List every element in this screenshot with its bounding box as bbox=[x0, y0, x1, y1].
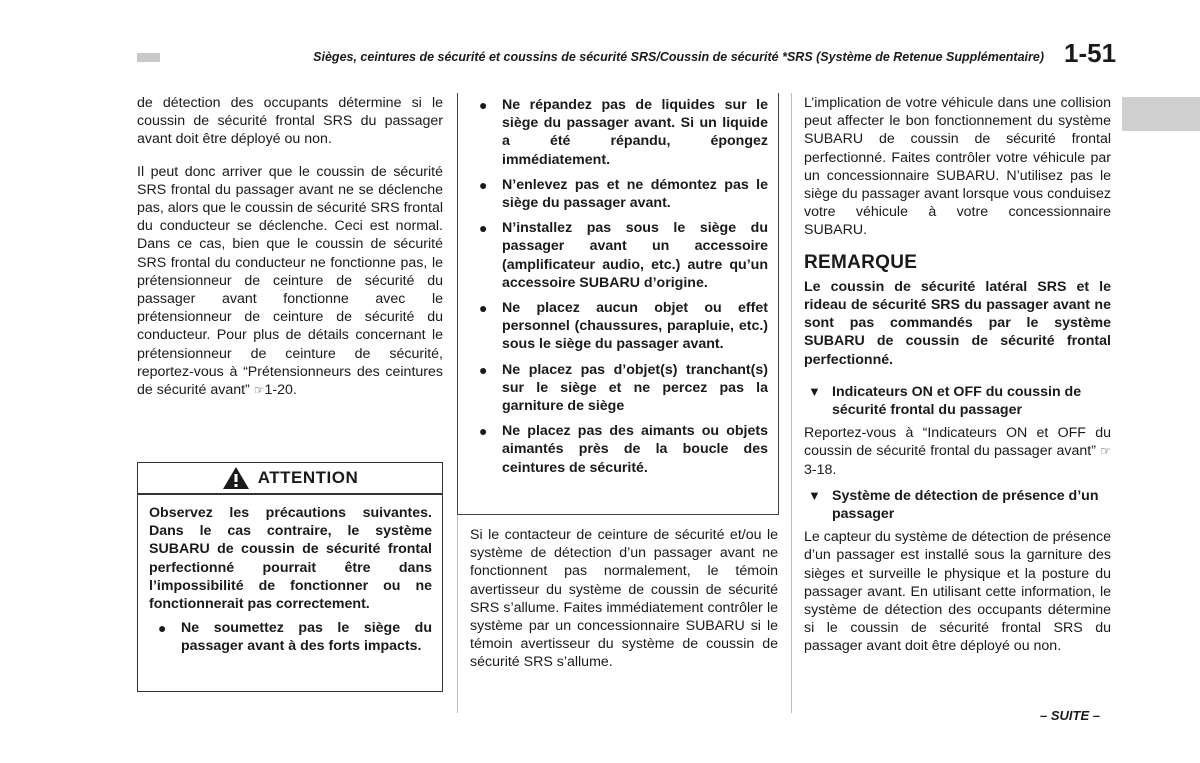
triangle-marker-icon: ▼ bbox=[808, 383, 821, 399]
attention-header bbox=[138, 463, 442, 495]
page-reference-icon: ☞ bbox=[1100, 444, 1111, 459]
section-title: Sièges, ceintures de sécurité et coussins de sécurité SRS/Coussin de sécurité *SRS (Système de Retenue Supplémentaire) bbox=[160, 48, 1050, 66]
attention-title: ATTENTION bbox=[257, 468, 359, 487]
column-2-text bbox=[470, 526, 778, 686]
continued-label: – SUITE – bbox=[1040, 708, 1100, 723]
warning-triangle-icon bbox=[222, 466, 250, 490]
list-item: ● Ne placez pas des aimants ou objets aimantés près de la boucle des ceintures de sécurité. bbox=[479, 423, 768, 476]
list-item: ● N’installez pas sous le siège du passager avant un accessoire (amplificateur audio, etc.) autre qu’un accessoire SUBARU d’origine. bbox=[479, 220, 768, 291]
page-reference: 1-20. bbox=[264, 382, 297, 399]
attention-intro: Observez les précautions suivantes. Dans le cas contraire, le système SUBARU de coussin de sécurité frontal perfectionné pourrait être dans l’impossibilité de fonctionner ou ne fonctionnerait pas correctement. bbox=[149, 505, 432, 613]
attention-box bbox=[137, 462, 443, 692]
chapter-tab bbox=[1122, 97, 1200, 131]
remarque-title: REMARQUE bbox=[804, 251, 918, 273]
paragraph: Reportez-vous à “Indicateurs ON et OFF du coussin de sécurité frontal du passager avant” ☞3-18. bbox=[804, 425, 1111, 478]
attention-bullet: ● Ne soumettez pas le siège du passager avant à des forts impacts. bbox=[158, 620, 432, 655]
bullet-icon: ● bbox=[158, 620, 167, 637]
bullet-icon: ● bbox=[479, 300, 488, 317]
paragraph: de détection des occupants détermine si le coussin de sécurité frontal SRS du passager avant doit être déployé ou non. bbox=[137, 95, 443, 148]
column-2 bbox=[470, 96, 768, 495]
column-divider-2 bbox=[791, 93, 792, 713]
bullet-icon: ● bbox=[479, 361, 488, 378]
bullet-icon: ● bbox=[479, 176, 488, 193]
paragraph: Il peut donc arriver que le coussin de sécurité SRS frontal du passager avant ne se déclenche pas, alors que le coussin de sécurité SRS frontal du conducteur se déclenche. Ceci est normal. Dans ce cas, bien que le coussin de sécurité SRS frontal du conducteur ne fonctionne pas, le prétensionneur de ceinture de sécurité du passager avant fonctionne avec le prétensionneur de ceinture de sécurité du conducteur. Pour plus de détails concernant le prétensionneur de ceinture de sécurité, reportez-vous à “Prétensionneurs des ceintures de sécurité avant” ☞1-20. bbox=[137, 163, 443, 399]
remarque-text: Le coussin de sécurité latéral SRS et le rideau de sécurité SRS du passager avant ne sont pas commandés par le système SUBARU de coussin de sécurité frontal perfectionné. bbox=[804, 278, 1111, 368]
bullet-icon: ● bbox=[479, 423, 488, 440]
subsection-heading: ▼ Indicateurs ON et OFF du coussin de sécurité frontal du passager bbox=[808, 383, 1082, 419]
page-reference-icon: ☞ bbox=[253, 383, 265, 398]
list-item: ● Ne placez pas d’objet(s) tranchant(s) sur le siège et ne percez pas la garniture de siège bbox=[479, 361, 768, 415]
column-1 bbox=[137, 94, 443, 413]
page-reference: 3-18. bbox=[804, 461, 837, 478]
paragraph: L’implication de votre véhicule dans une collision peut affecter le bon fonctionnement du système SUBARU de coussin de sécurité frontal perfectionné. Faites contrôler votre véhicule par un concessionnaire SUBARU. N’utilisez pas le siège du passager avant lorsque vous conduisez votre véhicule à votre concessionnaire SUBARU. bbox=[804, 95, 1111, 239]
subsection-heading: ▼ Système de détection de présence d’un passager bbox=[808, 487, 1099, 523]
triangle-marker-icon: ▼ bbox=[808, 487, 821, 503]
page-number: 1-51 bbox=[1064, 38, 1117, 68]
bullet-icon: ● bbox=[479, 220, 488, 237]
list-item: ● N’enlevez pas et ne démontez pas le siège du passager avant. bbox=[479, 176, 768, 212]
paragraph: Le capteur du système de détection de présence d’un passager est installé sous la garniture des sièges et surveille le physique et la posture du passager avant. En utilisant cette information, le système de détection des occupants détermine si le coussin de sécurité frontal SRS du passager avant doit être déployé ou non. bbox=[804, 529, 1111, 655]
column-3 bbox=[804, 94, 1111, 670]
paragraph: Si le contacteur de ceinture de sécurité et/ou le système de détection d’un passager avant ne fonctionnent pas normalement, le témoin avertisseur du système de coussin de sécurité SRS s’allume. Faites immédiatement contrôler le système par un concessionnaire SUBARU si le témoin avertisseur du système de coussin de sécurité SRS s’allume. bbox=[470, 527, 778, 671]
bullet-icon: ● bbox=[479, 97, 488, 113]
list-item: ● Ne répandez pas de liquides sur le siège du passager avant. Si un liquide a été répandu, épongez immédiatement. bbox=[479, 97, 768, 168]
list-item: ● Ne placez aucun objet ou effet personnel (chaussures, parapluie, etc.) sous le siège du passager avant. bbox=[479, 300, 768, 353]
